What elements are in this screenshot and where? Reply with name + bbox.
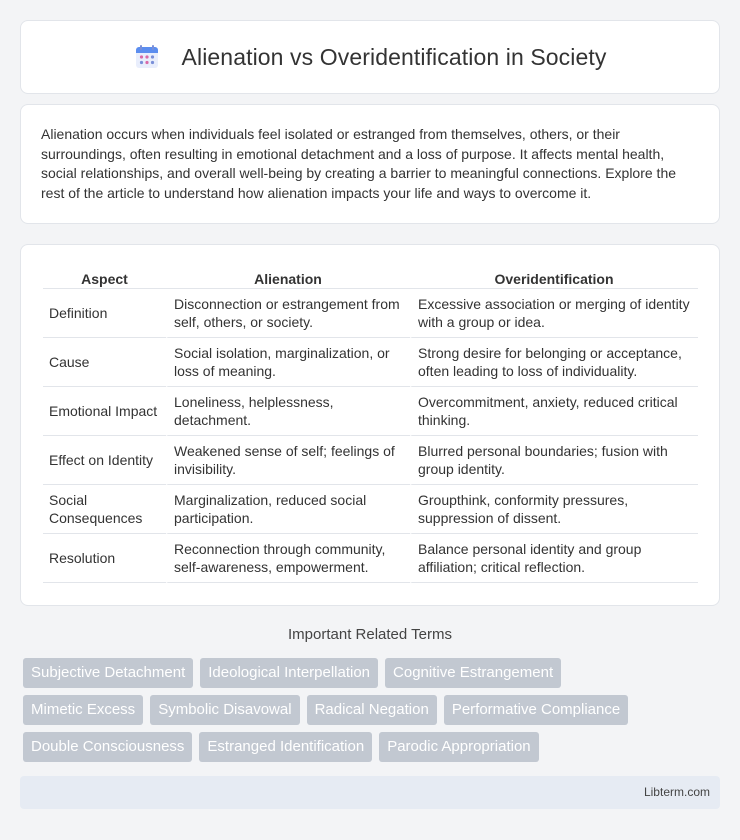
related-term-tag[interactable]: Ideological Interpellation	[200, 658, 378, 688]
tag-row	[23, 658, 723, 688]
header-card	[20, 20, 720, 94]
cell-aspect: Emotional Impact	[43, 387, 166, 436]
comparison-table-card	[20, 244, 720, 606]
related-term-tag[interactable]: Cognitive Estrangement	[385, 658, 561, 688]
header-aspect: Aspect	[43, 265, 166, 289]
calendar-grid-icon	[134, 44, 160, 70]
cell-aspect: Effect on Identity	[43, 436, 166, 485]
cell-overidentification: Balance personal identity and group affiliation; critical reflection.	[410, 534, 698, 583]
cell-overidentification: Blurred personal boundaries; fusion with group identity.	[410, 436, 698, 485]
table-row	[43, 387, 698, 436]
cell-aspect: Cause	[43, 338, 166, 387]
cell-overidentification: Strong desire for belonging or acceptance, often leading to loss of individuality.	[410, 338, 698, 387]
related-term-tag[interactable]: Double Consciousness	[23, 732, 192, 762]
related-term-tag[interactable]: Parodic Appropriation	[379, 732, 538, 762]
table-row	[43, 338, 698, 387]
related-term-tag[interactable]: Subjective Detachment	[23, 658, 193, 688]
cell-overidentification: Excessive association or merging of identity with a group or idea.	[410, 289, 698, 338]
related-term-tag[interactable]: Symbolic Disavowal	[150, 695, 299, 725]
cell-alienation: Social isolation, marginalization, or loss of meaning.	[166, 338, 410, 387]
table-row	[43, 534, 698, 583]
tag-row	[23, 732, 723, 762]
cell-alienation: Disconnection or estrangement from self, others, or society.	[166, 289, 410, 338]
table-row	[43, 289, 698, 338]
related-term-tag[interactable]: Performative Compliance	[444, 695, 628, 725]
header-inner	[134, 44, 607, 71]
cell-aspect: Definition	[43, 289, 166, 338]
related-term-tag[interactable]: Mimetic Excess	[23, 695, 143, 725]
cell-overidentification: Groupthink, conformity pressures, suppression of dissent.	[410, 485, 698, 534]
footer	[20, 776, 720, 809]
footer-site-link[interactable]: Libterm.com	[643, 785, 710, 799]
header-overidentification: Overidentification	[410, 265, 698, 289]
table-header-row	[43, 265, 698, 289]
cell-overidentification: Overcommitment, anxiety, reduced critical thinking.	[410, 387, 698, 436]
page-title: Alienation vs Overidentification in Society	[181, 43, 607, 70]
cell-alienation: Reconnection through community, self-awareness, empowerment.	[166, 534, 410, 583]
related-terms-list	[23, 658, 723, 769]
header-alienation: Alienation	[166, 265, 410, 289]
related-term-tag[interactable]: Estranged Identification	[199, 732, 372, 762]
comparison-table	[43, 265, 698, 583]
intro-paragraph: Alienation occurs when individuals feel isolated or estranged from themselves, others, or their surroundings, often resulting in emotional detachment and a loss of purpose. It affects mental health, social relationships, and overall well-being by creating a barrier to meaningful connections. Explore the rest of the article to understand how alienation impacts your life and ways to overcome it.	[41, 126, 677, 201]
cell-alienation: Loneliness, helplessness, detachment.	[166, 387, 410, 436]
cell-alienation: Weakened sense of self; feelings of invisibility.	[166, 436, 410, 485]
related-terms-title: Important Related Terms	[288, 626, 452, 643]
cell-aspect: Resolution	[43, 534, 166, 583]
cell-aspect: Social Consequences	[43, 485, 166, 534]
table-row	[43, 436, 698, 485]
intro-card	[20, 104, 720, 224]
related-term-tag[interactable]: Radical Negation	[307, 695, 437, 725]
cell-alienation: Marginalization, reduced social participation.	[166, 485, 410, 534]
table-row	[43, 485, 698, 534]
tag-row	[23, 695, 723, 725]
